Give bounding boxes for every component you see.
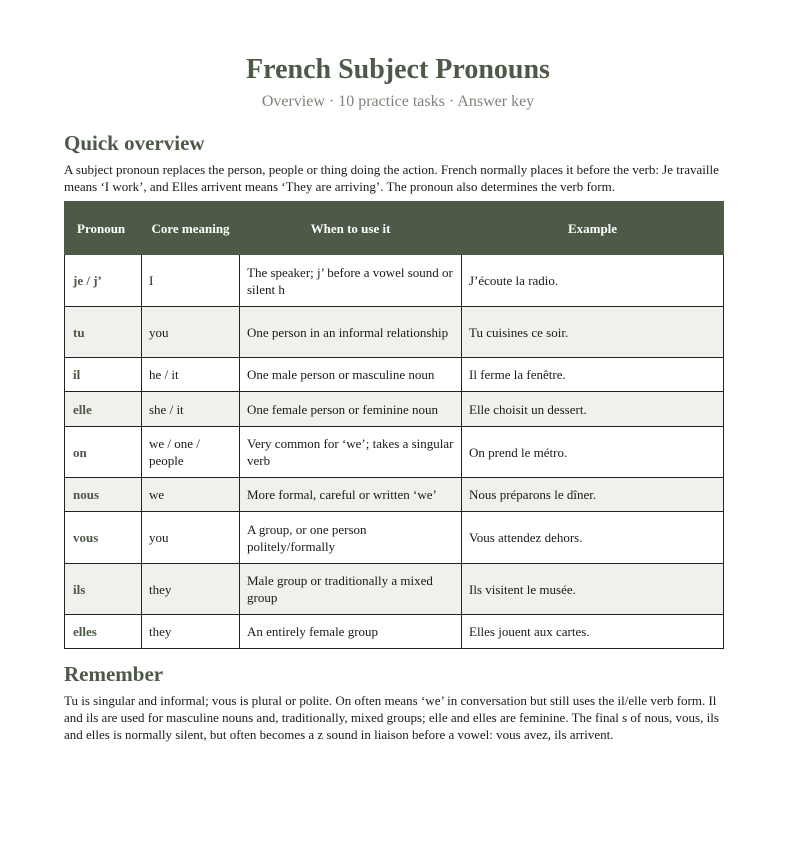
cell-meaning: you: [142, 512, 240, 564]
cell-pronoun: vous: [65, 512, 142, 564]
cell-example: Elles jouent aux cartes.: [462, 615, 724, 649]
table-row: [65, 358, 724, 392]
pronoun-table: [64, 201, 724, 649]
cell-example: Ils visitent le musée.: [462, 564, 724, 615]
remember-paragraph: Tu is singular and informal; vous is plural or polite. On often means ‘we’ in conversation but still uses the il/elle verb form. Il and ils are used for masculine nouns and, traditionally, mixed groups; elle and elles are feminine. The final s of nous, vous, ils and elles is normally silent, but often becomes a z sound in liaison before a vowel: vous avez, ils arrivent.: [64, 693, 719, 742]
cell-example: Elle choisit un dessert.: [462, 392, 724, 427]
column-header-pronoun: Pronoun: [65, 202, 142, 255]
table-header-row: [65, 202, 724, 255]
table-row: [65, 615, 724, 649]
table-row: [65, 255, 724, 307]
column-header-meaning: Core meaning: [142, 202, 240, 255]
cell-meaning: we / one / people: [142, 427, 240, 478]
cell-pronoun: nous: [65, 478, 142, 512]
cell-pronoun: tu: [65, 307, 142, 358]
cell-meaning: they: [142, 564, 240, 615]
cell-example: Il ferme la fenêtre.: [462, 358, 724, 392]
cell-usage: One female person or feminine noun: [240, 392, 462, 427]
table-row: [65, 478, 724, 512]
cell-meaning: they: [142, 615, 240, 649]
cell-meaning: we: [142, 478, 240, 512]
cell-usage: The speaker; j’ before a vowel sound or silent h: [240, 255, 462, 307]
cell-meaning: he / it: [142, 358, 240, 392]
page-title: French Subject Pronouns: [246, 54, 550, 85]
cell-pronoun: ils: [65, 564, 142, 615]
cell-example: On prend le métro.: [462, 427, 724, 478]
table-row: [65, 564, 724, 615]
cell-pronoun: on: [65, 427, 142, 478]
cell-usage: More formal, careful or written ‘we’: [240, 478, 462, 512]
overview-heading: Quick overview: [64, 131, 205, 155]
overview-paragraph: A subject pronoun replaces the person, people or thing doing the action. French normally places it before the verb: Je travaille means ‘I work’, and Elles arrivent means ‘They are arriving’. The pronoun also determines the verb form.: [64, 162, 719, 194]
page-subtitle: Overview · 10 practice tasks · Answer key: [261, 93, 535, 110]
cell-pronoun: il: [65, 358, 142, 392]
table-row: [65, 307, 724, 358]
cell-meaning: you: [142, 307, 240, 358]
cell-usage: Very common for ‘we’; takes a singular verb: [240, 427, 462, 478]
cell-example: Nous préparons le dîner.: [462, 478, 724, 512]
cell-usage: One person in an informal relationship: [240, 307, 462, 358]
cell-meaning: she / it: [142, 392, 240, 427]
remember-heading: Remember: [64, 662, 164, 686]
cell-example: Vous attendez dehors.: [462, 512, 724, 564]
column-header-example: Example: [462, 202, 724, 255]
table-row: [65, 512, 724, 564]
cell-pronoun: elles: [65, 615, 142, 649]
cell-usage: A group, or one person politely/formally: [240, 512, 462, 564]
cell-pronoun: elle: [65, 392, 142, 427]
table-row: [65, 392, 724, 427]
cell-example: Tu cuisines ce soir.: [462, 307, 724, 358]
column-header-usage: When to use it: [240, 202, 462, 255]
cell-meaning: I: [142, 255, 240, 307]
cell-usage: One male person or masculine noun: [240, 358, 462, 392]
cell-usage: Male group or traditionally a mixed group: [240, 564, 462, 615]
cell-usage: An entirely female group: [240, 615, 462, 649]
cell-pronoun: je / j’: [65, 255, 142, 307]
cell-example: J’écoute la radio.: [462, 255, 724, 307]
table-row: [65, 427, 724, 478]
